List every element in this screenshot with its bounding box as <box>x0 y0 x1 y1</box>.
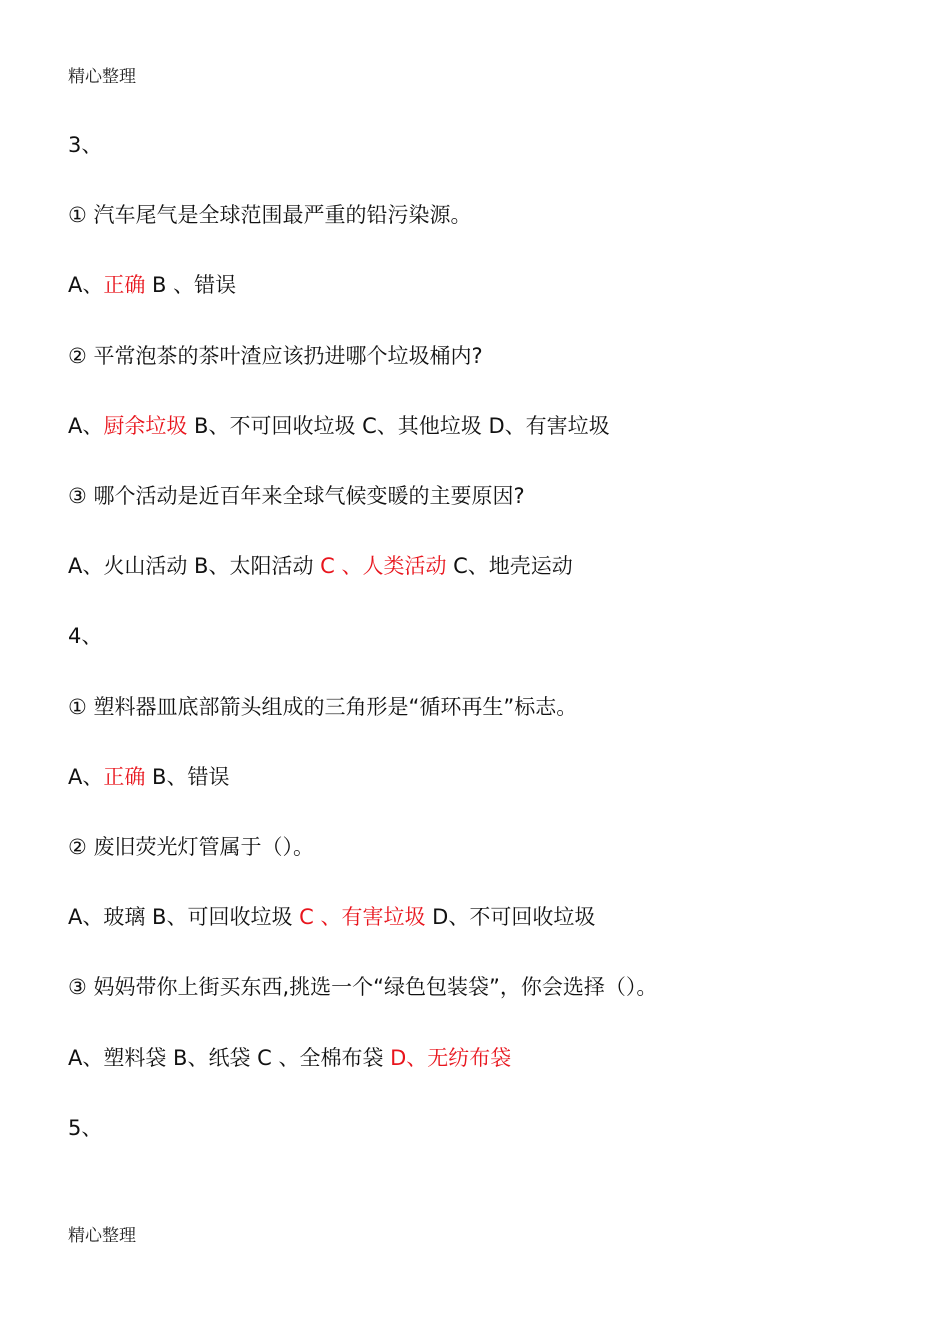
line-text: B、不可回收垃圾 C、其他垃圾 D、有害垃圾 <box>187 413 610 438</box>
line-text: ② 废旧荧光灯管属于（）。 <box>68 835 315 859</box>
line-text: 3、 <box>68 133 103 157</box>
page-footer: 精心整理 <box>68 1226 136 1246</box>
text-line <box>68 1044 511 1072</box>
page-header: 精心整理 <box>68 67 136 87</box>
line-text: B 、错误 <box>145 273 237 298</box>
line-text: 5、 <box>68 1115 103 1140</box>
text-line <box>68 552 573 580</box>
text-line <box>68 622 102 650</box>
text-line <box>68 271 236 299</box>
text-line <box>68 482 525 510</box>
text-line <box>68 1114 102 1142</box>
answer-text: 正确 <box>103 764 146 789</box>
line-text: ③ 妈妈带你上街买东西,挑选一个“绿色包装袋”，你会选择（）。 <box>68 975 658 1000</box>
text-line <box>68 903 595 931</box>
line-text: B、错误 <box>145 764 230 789</box>
answer-text: 正确 <box>103 273 146 298</box>
line-text: A、塑料袋 B、纸袋 C 、全棉布袋 <box>68 1045 391 1070</box>
line-text: ① 汽车尾气是全球范围最严重的铅污染源。 <box>68 203 472 228</box>
answer-text: 厨余垃圾 <box>103 413 188 438</box>
answer-text: C 、人类活动 <box>320 554 447 579</box>
line-text: ① 塑料器皿底部箭头组成的三角形是“循环再生”标志。 <box>68 694 578 719</box>
line-text: ② 平常泡茶的茶叶渣应该扔进哪个垃圾桶内? <box>68 343 483 368</box>
text-line <box>68 833 314 861</box>
answer-text: C 、有害垃圾 <box>299 905 426 930</box>
line-text: ③ 哪个活动是近百年来全球气候变暖的主要原因? <box>68 484 525 508</box>
line-text: A、火山活动 B、太阳活动 <box>68 554 321 579</box>
answer-text: D、无纺布袋 <box>390 1045 512 1070</box>
line-text: A、 <box>68 273 104 298</box>
text-line <box>68 201 472 229</box>
text-line <box>68 412 610 440</box>
text-line <box>68 973 657 1001</box>
line-text: 4、 <box>68 624 103 649</box>
line-text: A、 <box>68 413 104 438</box>
text-line <box>68 763 229 791</box>
line-text: D、不可回收垃圾 <box>425 905 596 930</box>
line-text: A、 <box>68 764 104 789</box>
text-line <box>68 693 577 721</box>
line-text: C、地壳运动 <box>446 554 573 579</box>
text-line <box>68 131 102 159</box>
line-text: A、玻璃 B、可回收垃圾 <box>68 905 300 930</box>
text-line <box>68 342 483 370</box>
